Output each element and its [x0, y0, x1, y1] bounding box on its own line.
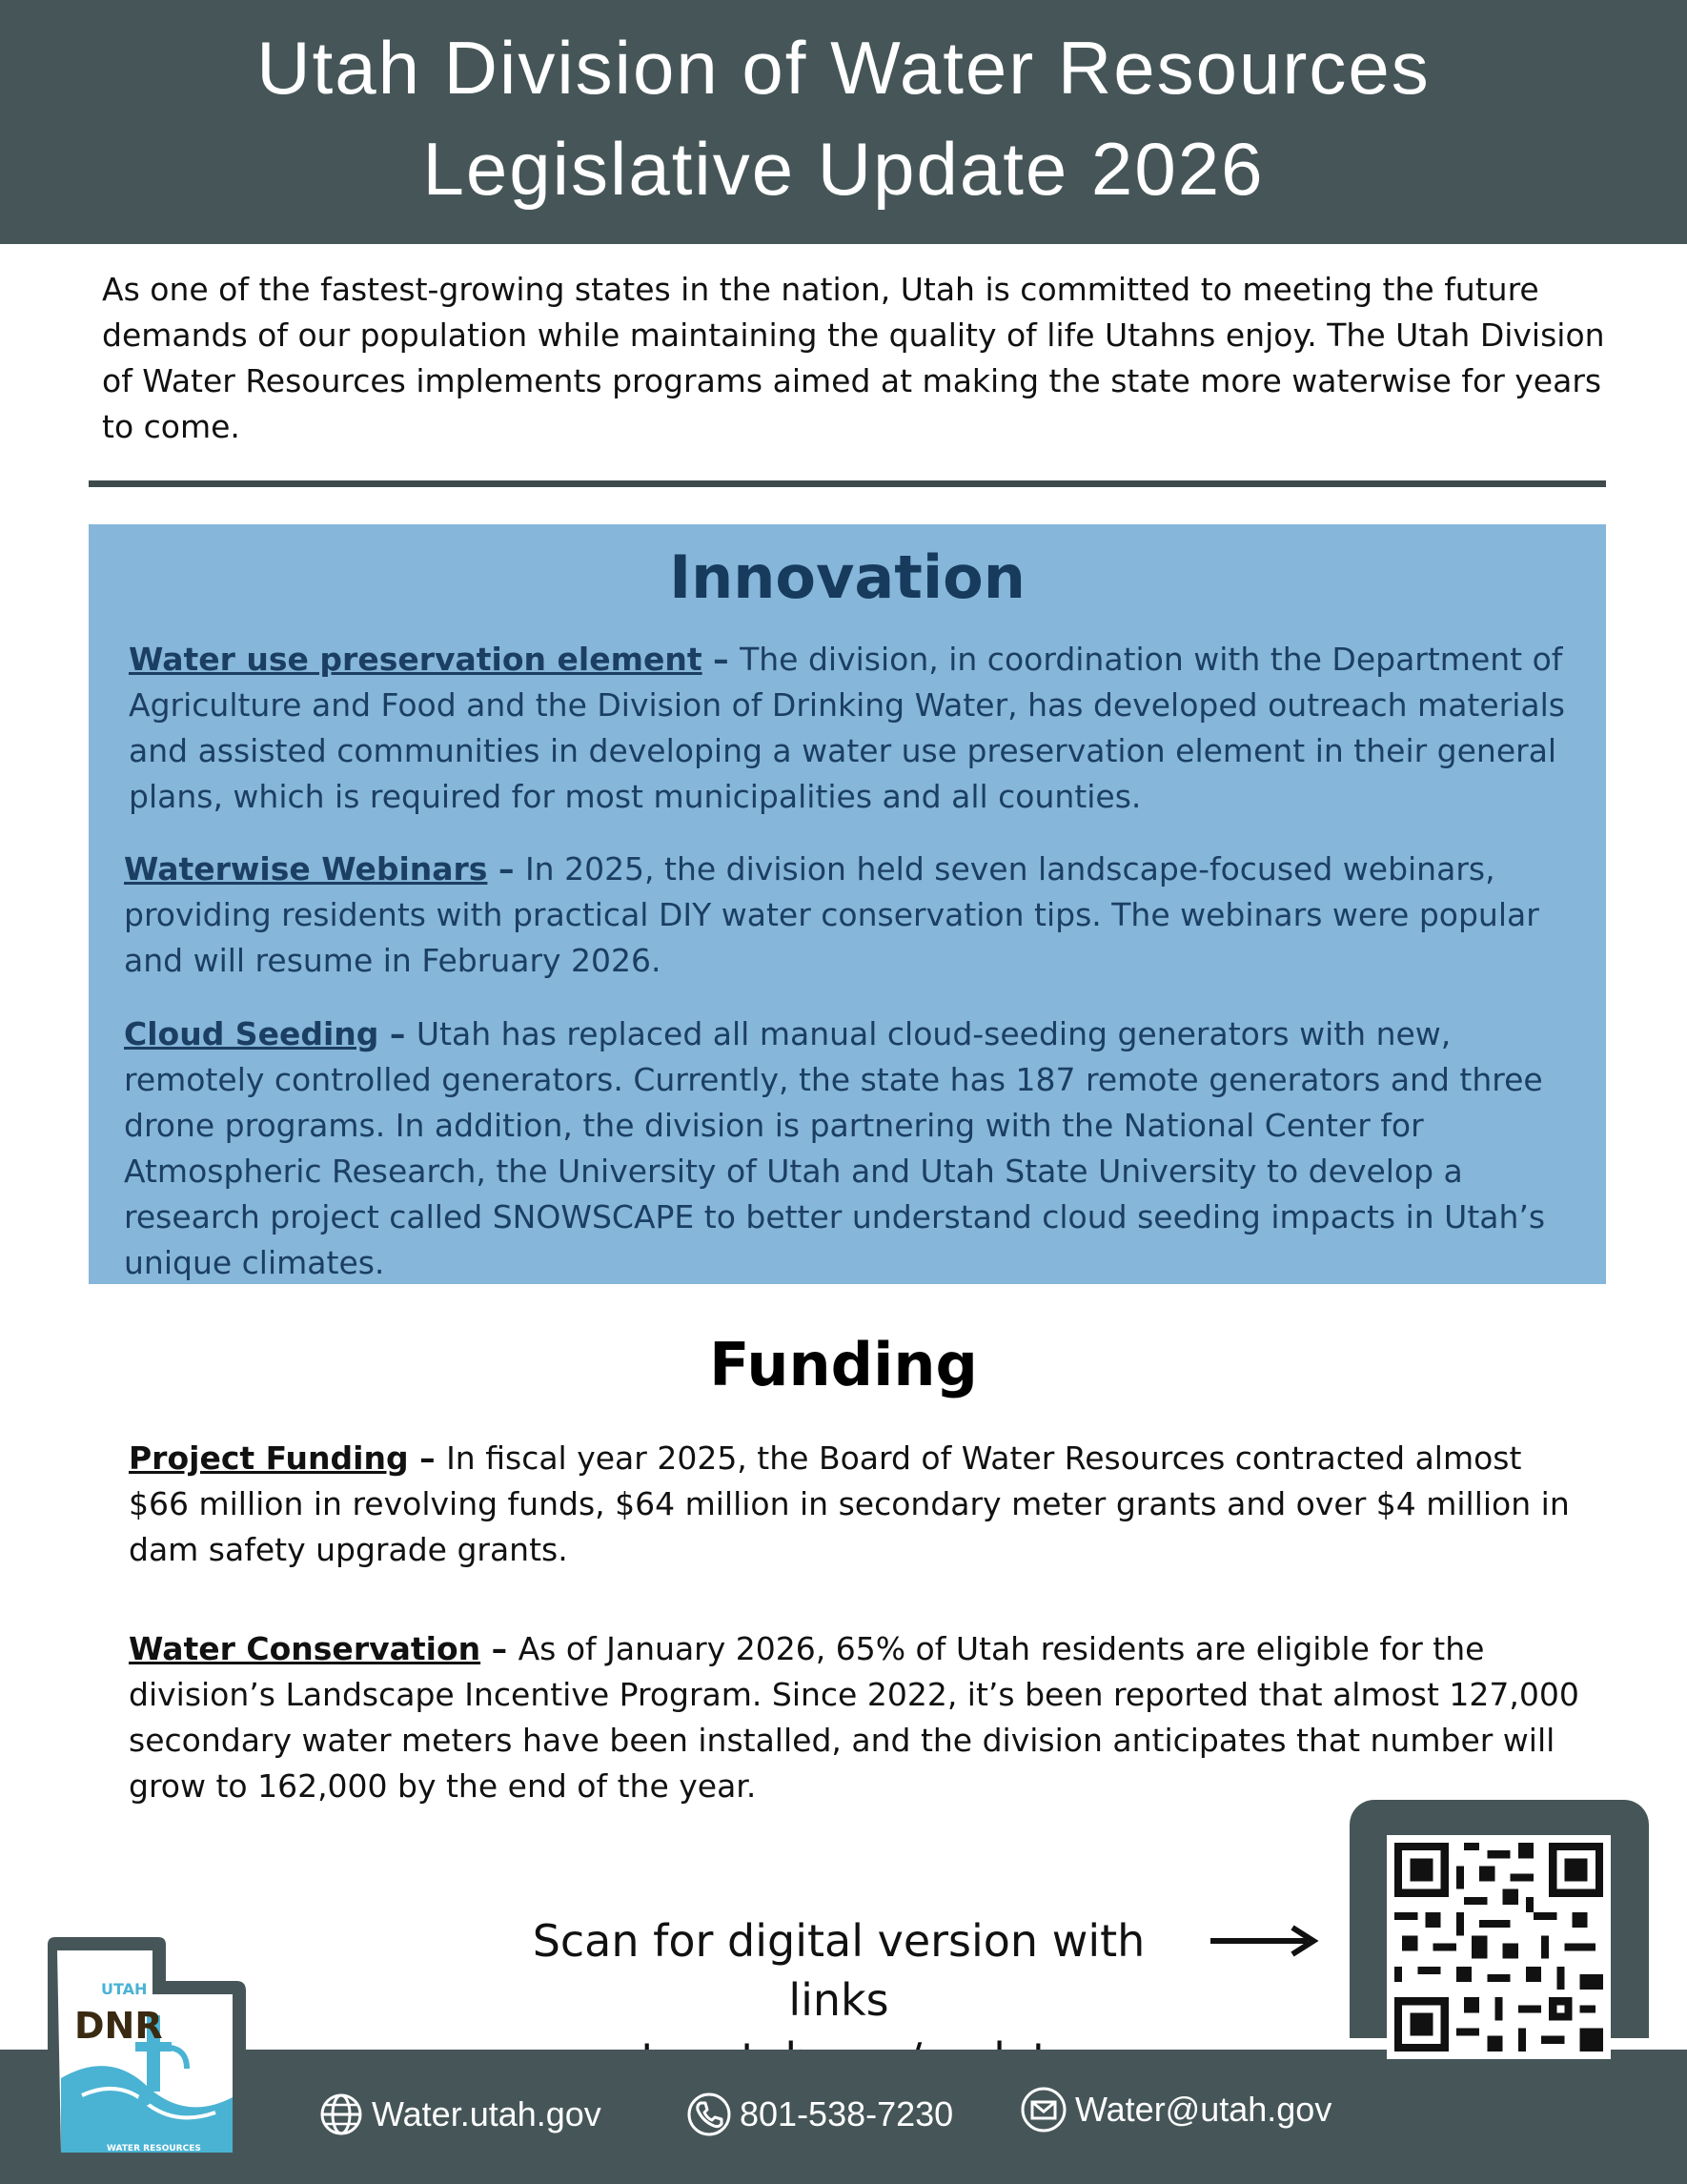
intro-paragraph: As one of the fastest-growing states in the nation, Utah is committed to meeting the future demands of our population while maintaining the quality of life Utahns enjoy. The Utah Division of Water Resources implements programs aimed at making the state more waterwise for years to come.	[102, 271, 1605, 445]
page-header	[0, 0, 1687, 244]
item-text: As of January 2026, 65% of Utah residents are eligible for the division’s Landscape Incentive Program. Since 2022, it’s been reported that almost 127,000 secondary water meters have been installed, and the division anticipates that number will grow to 162,000 by the end of the year.	[129, 1630, 1579, 1805]
qr-code-icon[interactable]	[1387, 1835, 1611, 2059]
funding-title: Funding	[709, 1330, 978, 1399]
item-heading: Cloud Seeding	[124, 1015, 379, 1052]
phone-icon	[686, 2092, 732, 2137]
phone-text: 801-538-7230	[740, 2094, 954, 2133]
innovation-item: Waterwise Webinars – In 2025, the division held seven landscape-focused webinars, providing residents with practical DIY water conservation tips. The webinars were popular and will resume in February 2026.	[124, 850, 1539, 979]
innovation-item: Water use preservation element – The division, in coordination with the Department of Agriculture and Food and the Division of Drinking Water, has developed outreach materials and assisted communities in developing a water use preservation element in their general plans, which is required for most municipalities and all counties.	[129, 641, 1565, 815]
scan-text: Scan for digital version with links	[532, 1915, 1146, 2026]
email-text: Water@utah.gov	[1075, 2090, 1332, 2129]
globe-icon	[318, 2092, 364, 2137]
item-text: The division, in coordination with the Department of Agriculture and Food and the Division of Drinking Water, has developed outreach materials and assisted communities in developing a water use preservation element in their general plans, which is required for most municipalities and all counties.	[129, 641, 1565, 815]
page-title-line1: Utah Division of Water Resources	[256, 26, 1431, 110]
arrow-right-icon	[1209, 1924, 1321, 1958]
item-text: In 2025, the division held seven landscape-focused webinars, providing residents with practical DIY water conservation tips. The webinars were popular and will resume in February 2026.	[124, 850, 1539, 979]
section-divider	[89, 480, 1606, 487]
funding-item: Water Conservation – As of January 2026, 65% of Utah residents are eligible for the division’s Landscape Incentive Program. Since 2022, it’s been reported that almost 127,000 secondary water meters have been installed, and the division anticipates that number will grow to 162,000 by the end of the year.	[129, 1630, 1579, 1805]
funding-item: Project Funding – In fiscal year 2025, the Board of Water Resources contracted almost $66 million in revolving funds, $64 million in secondary meter grants and over $4 million in dam safety upgrade grants.	[129, 1439, 1570, 1568]
email-contact[interactable]	[1020, 2086, 1331, 2133]
website-text: Water.utah.gov	[372, 2094, 601, 2133]
item-heading: Water use preservation element	[129, 641, 702, 678]
item-text: Utah has replaced all manual cloud-seeding generators with new, remotely controlled generators. Currently, the state has 187 remote generators and three drone programs. In addition, the division is partnering with the National Center for Atmospheric Research, the University of Utah and Utah State University to develop a research project called SNOWSCAPE to better understand cloud seeding impacts in Utah’s unique climates.	[124, 1015, 1546, 1281]
item-heading: Water Conservation	[129, 1630, 481, 1667]
item-heading: Project Funding	[129, 1439, 409, 1477]
innovation-item: Cloud Seeding – Utah has replaced all manual cloud-seeding generators with new, remotely controlled generators. Currently, the state has 187 remote generators and three drone programs. In addition, the division is partnering with the National Center for Atmospheric Research, the University of Utah and Utah State University to develop a research project called SNOWSCAPE to better understand cloud seeding impacts in Utah’s unique climates.	[124, 1015, 1546, 1281]
phone-contact[interactable]	[686, 2091, 953, 2138]
logo-org: DNR	[74, 2005, 163, 2047]
logo-division: WATER RESOURCES	[107, 2144, 201, 2153]
website-contact[interactable]	[318, 2091, 601, 2138]
item-heading: Waterwise Webinars	[124, 850, 488, 888]
innovation-section	[89, 524, 1606, 1284]
dnr-logo	[44, 1935, 255, 2169]
item-text: In fiscal year 2025, the Board of Water Resources contracted almost $66 million in revolving funds, $64 million in secondary meter grants and over $4 million in dam safety upgrade grants.	[129, 1439, 1570, 1568]
mail-icon	[1020, 2086, 1067, 2133]
innovation-title: Innovation	[669, 542, 1026, 612]
logo-state: UTAH	[101, 1980, 148, 1998]
page-title-line2: Legislative Update 2026	[422, 127, 1265, 211]
